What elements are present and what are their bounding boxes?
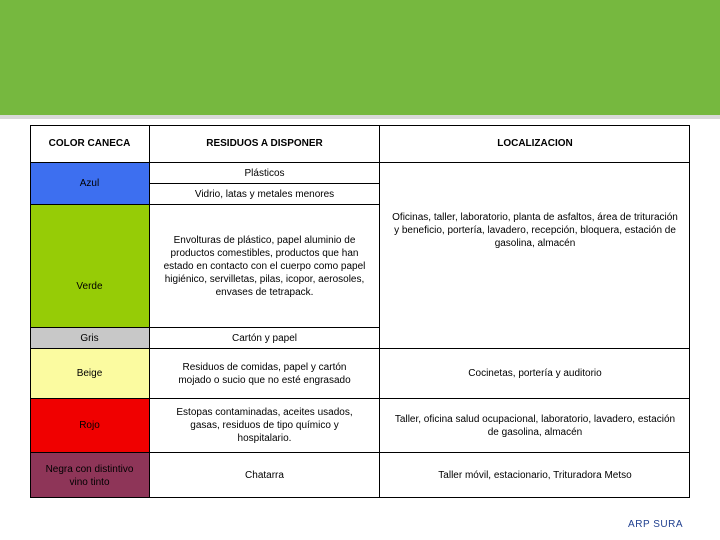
top-banner <box>0 0 720 115</box>
color-cell-negra: Negra con distintivo vino tinto <box>30 453 150 498</box>
residuo-plasticos: Plásticos <box>150 163 380 184</box>
header-residuos: RESIDUOS A DISPONER <box>150 125 380 163</box>
residuo-carton: Cartón y papel <box>150 328 380 349</box>
residuo-vidrio: Vidrio, latas y metales menores <box>150 184 380 205</box>
waste-disposal-table <box>30 125 690 498</box>
header-localizacion: LOCALIZACION <box>380 125 690 163</box>
banner-divider <box>0 115 720 119</box>
color-cell-rojo: Rojo <box>30 399 150 453</box>
color-cell-gris: Gris <box>30 328 150 349</box>
localizacion-oficinas: Oficinas, taller, laboratorio, planta de asfaltos, área de trituración y beneficio, portería, lavadero, recepción, bloquera, estación de gasolina, almacén <box>380 163 690 349</box>
color-cell-azul: Azul <box>30 163 150 205</box>
localizacion-movil: Taller móvil, estacionario, Trituradora Metso <box>438 470 632 481</box>
footer-brand: ARP SURA <box>628 519 683 530</box>
localizacion-cocinetas: Cocinetas, portería y auditorio <box>380 349 690 399</box>
color-cell-beige: Beige <box>30 349 150 399</box>
residuo-envolturas: Envolturas de plástico, papel aluminio de productos comestibles, productos que han estado en contacto con el cuerpo como papel higiénico, servilletas, pilas, icopor, aerosoles, envases de tetrapack. <box>150 205 380 328</box>
localizacion-taller: Taller, oficina salud ocupacional, laboratorio, lavadero, estación de gasolina, almacén <box>380 399 690 453</box>
residuo-estopas: Estopas contaminadas, aceites usados, gasas, residuos de tipo químico y hospitalario. <box>150 399 380 453</box>
color-cell-verde: Verde <box>30 205 150 328</box>
residuo-chatarra: Chatarra <box>150 453 380 498</box>
residuo-comidas: Residuos de comidas, papel y cartón mojado o sucio que no esté engrasado <box>150 349 380 399</box>
header-color-caneca: COLOR CANECA <box>30 125 150 163</box>
